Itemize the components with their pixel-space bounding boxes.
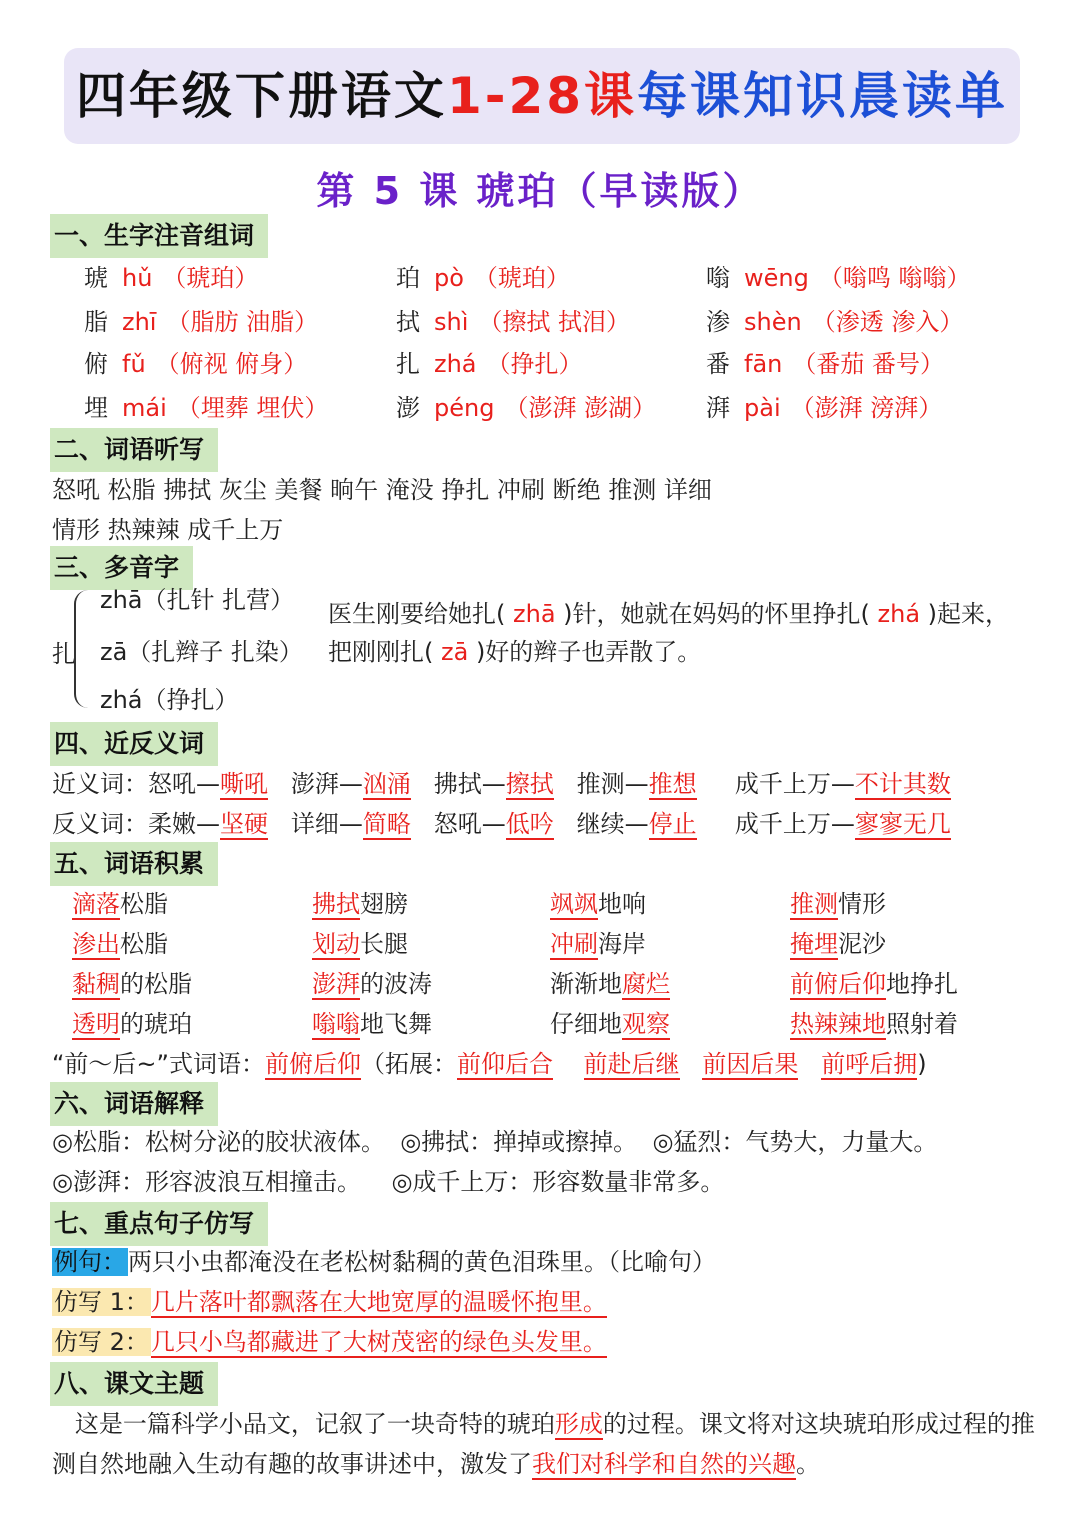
section-head-4: 四、近反义词 — [50, 722, 218, 766]
title-part-3: 每课知识晨读单 — [637, 67, 1009, 125]
title-banner — [64, 48, 1020, 144]
explain-line-2: ◎澎湃：形容波浪互相撞击。 ◎成千上万：形容数量非常多。 — [52, 1168, 725, 1196]
pinyin: fān — [744, 350, 783, 378]
character-entry — [706, 344, 944, 379]
lesson-title: 第 5 课 琥珀（早读版） — [316, 169, 764, 213]
pair-answer: 简略 — [362, 810, 411, 838]
pinyin: pò — [434, 264, 464, 292]
word-group: （渗透 渗入） — [811, 308, 964, 336]
pair-answer: 低吟 — [505, 810, 554, 838]
word-group: （脂肪 油脂） — [166, 308, 319, 336]
pair-word: 成千上万— — [734, 810, 855, 838]
pinyin: zhī — [122, 308, 157, 336]
example-sentence: 例句：两只小虫都淹没在老松树黏稠的黄色泪珠里。（比喻句） — [54, 1248, 716, 1276]
accumulation-item: 渗出松脂 — [72, 930, 168, 958]
word-group: （澎湃 澎湖） — [504, 394, 657, 422]
character: 俯 — [84, 350, 108, 378]
imitation-1: 仿写 1：几片落叶都飘落在大地宽厚的温暖怀抱里。 — [54, 1288, 607, 1316]
accumulation-item: 划动长腿 — [312, 930, 408, 958]
qianhou-row: “前～后~”式词语：前俯后仰（拓展：前仰后合 前赴后继 前因后果 前呼后拥) — [52, 1050, 927, 1078]
accumulation-item: 仔细地观察 — [550, 1010, 670, 1038]
accumulation-item: 黏稠的松脂 — [72, 970, 192, 998]
accumulation-item: 澎湃的波涛 — [312, 970, 432, 998]
polyphone-char: 扎 — [52, 640, 76, 668]
polyphone-sentence-1: 医生刚要给她扎( zhā )针，她就在妈妈的怀里挣扎( zhá )起来， — [328, 600, 1010, 628]
pair-word: 拂拭— — [433, 770, 506, 798]
pair-word: 详细— — [290, 810, 363, 838]
synonym-row: 近义词：怒吼—嘶吼 澎湃—汹涌 拂拭—擦拭 推测—推想 成千上万—不计其数 — [52, 770, 951, 798]
character-entry — [84, 302, 318, 337]
accumulation-item: 透明的琥珀 — [72, 1010, 192, 1038]
pair-answer: 坚硬 — [220, 810, 268, 838]
pair-answer: 推想 — [648, 770, 697, 798]
pinyin: péng — [434, 394, 495, 422]
polyphone-reading-1: zhā（扎针 扎营） — [100, 586, 295, 614]
character: 琥 — [84, 264, 108, 292]
pinyin: wēng — [744, 264, 809, 292]
section-head-5: 五、词语积累 — [50, 842, 218, 886]
pinyin: shì — [434, 308, 469, 336]
title-part-2: 1-28课 — [446, 67, 638, 125]
brace-icon — [74, 590, 90, 708]
character-entry — [396, 344, 583, 379]
character: 渗 — [706, 308, 730, 336]
pinyin: pài — [744, 394, 781, 422]
character: 番 — [706, 350, 730, 378]
character-entry — [396, 258, 570, 293]
character: 脂 — [84, 308, 108, 336]
word-group: （嗡鸣 嗡嗡） — [818, 264, 971, 292]
section-head-1: 一、生字注音组词 — [50, 214, 268, 258]
character: 扎 — [396, 350, 420, 378]
accumulation-item: 滴落松脂 — [72, 890, 168, 918]
character-entry — [706, 258, 970, 293]
antonym-row: 反义词：柔嫩—坚硬 详细—简略 怒吼—低吟 继续—停止 成千上万—寥寥无几 — [52, 810, 951, 838]
character-entry — [396, 388, 656, 423]
pair-answer: 汹涌 — [362, 770, 411, 798]
character: 澎 — [396, 394, 420, 422]
pair-word: 成千上万— — [734, 770, 855, 798]
word-group: （俯视 俯身） — [155, 350, 308, 378]
pair-answer: 停止 — [648, 810, 697, 838]
section-head-8: 八、课文主题 — [50, 1362, 218, 1406]
pair-word: 怒吼— — [433, 810, 506, 838]
theme-paragraph: 这是一篇科学小品文，记叙了一块奇特的琥珀形成的过程。课文将对这块琥珀形成过程的推测自然地融入生动有趣的故事讲述中，激发了我们对科学和自然的兴趣。 — [52, 1410, 1035, 1478]
character: 湃 — [706, 394, 730, 422]
word-group: （番茄 番号） — [792, 350, 945, 378]
title-part-1: 四年级下册语文 — [75, 67, 447, 125]
character-entry — [84, 344, 307, 379]
character-entry — [706, 302, 963, 337]
dictation-line-2: 情形 热辣辣 成千上万 — [52, 516, 284, 544]
character: 珀 — [396, 264, 420, 292]
pair-answer: 擦拭 — [505, 770, 554, 798]
character-entry — [84, 388, 328, 423]
pair-word: 推测— — [576, 770, 649, 798]
accumulation-item: 渐渐地腐烂 — [550, 970, 670, 998]
pair-word: 怒吼— — [148, 770, 220, 798]
word-group: （琥珀） — [473, 264, 570, 292]
pinyin: hǔ — [122, 264, 153, 292]
pinyin: zhá — [434, 350, 477, 378]
polyphone-reading-2: zā（扎辫子 扎染） — [100, 638, 303, 666]
pinyin: fǔ — [122, 350, 146, 378]
pair-word: 继续— — [576, 810, 649, 838]
polyphone-sentence-2: 把刚刚扎( zā )好的辫子也弄散了。 — [328, 638, 702, 666]
pinyin: shèn — [744, 308, 802, 336]
accumulation-item: 拂拭翅膀 — [312, 890, 408, 918]
section-head-3: 三、多音字 — [50, 546, 193, 590]
word-group: （埋葬 埋伏） — [176, 394, 329, 422]
accumulation-item: 冲刷海岸 — [550, 930, 646, 958]
section-head-6: 六、词语解释 — [50, 1082, 218, 1126]
explain-line-1: ◎松脂：松树分泌的胶状液体。 ◎拂拭：掸掉或擦掉。 ◎猛烈：气势大，力量大。 — [52, 1128, 938, 1156]
dictation-line-1: 怒吼 松脂 拂拭 灰尘 美餐 晌午 淹没 挣扎 冲刷 断绝 推测 详细 — [52, 476, 712, 504]
character-entry — [84, 258, 258, 293]
character-entry — [396, 302, 630, 337]
character: 拭 — [396, 308, 420, 336]
accumulation-item: 推测情形 — [790, 890, 886, 918]
polyphone-reading-3: zhá（挣扎） — [100, 686, 239, 714]
accumulation-item: 嗡嗡地飞舞 — [312, 1010, 432, 1038]
pair-word: 澎湃— — [290, 770, 363, 798]
pair-answer: 嘶吼 — [220, 770, 268, 798]
word-group: （琥珀） — [162, 264, 259, 292]
word-group: （挣扎） — [486, 350, 583, 378]
word-group: （擦拭 拭泪） — [478, 308, 631, 336]
accumulation-item: 热辣辣地照射着 — [790, 1010, 958, 1038]
accumulation-item: 飒飒地响 — [550, 890, 646, 918]
accumulation-item: 前俯后仰地挣扎 — [790, 970, 958, 998]
word-group: （澎湃 滂湃） — [790, 394, 943, 422]
pair-answer: 寥寥无几 — [854, 810, 951, 838]
section-head-2: 二、词语听写 — [50, 428, 218, 472]
imitation-2: 仿写 2：几只小鸟都藏进了大树茂密的绿色头发里。 — [54, 1328, 607, 1356]
section-head-7: 七、重点句子仿写 — [50, 1202, 268, 1246]
accumulation-item: 掩埋泥沙 — [790, 930, 886, 958]
character: 埋 — [84, 394, 108, 422]
pair-word: 柔嫩— — [148, 810, 220, 838]
pair-answer: 不计其数 — [854, 770, 951, 798]
character: 嗡 — [706, 264, 730, 292]
pinyin: mái — [122, 394, 167, 422]
character-entry — [706, 388, 942, 423]
